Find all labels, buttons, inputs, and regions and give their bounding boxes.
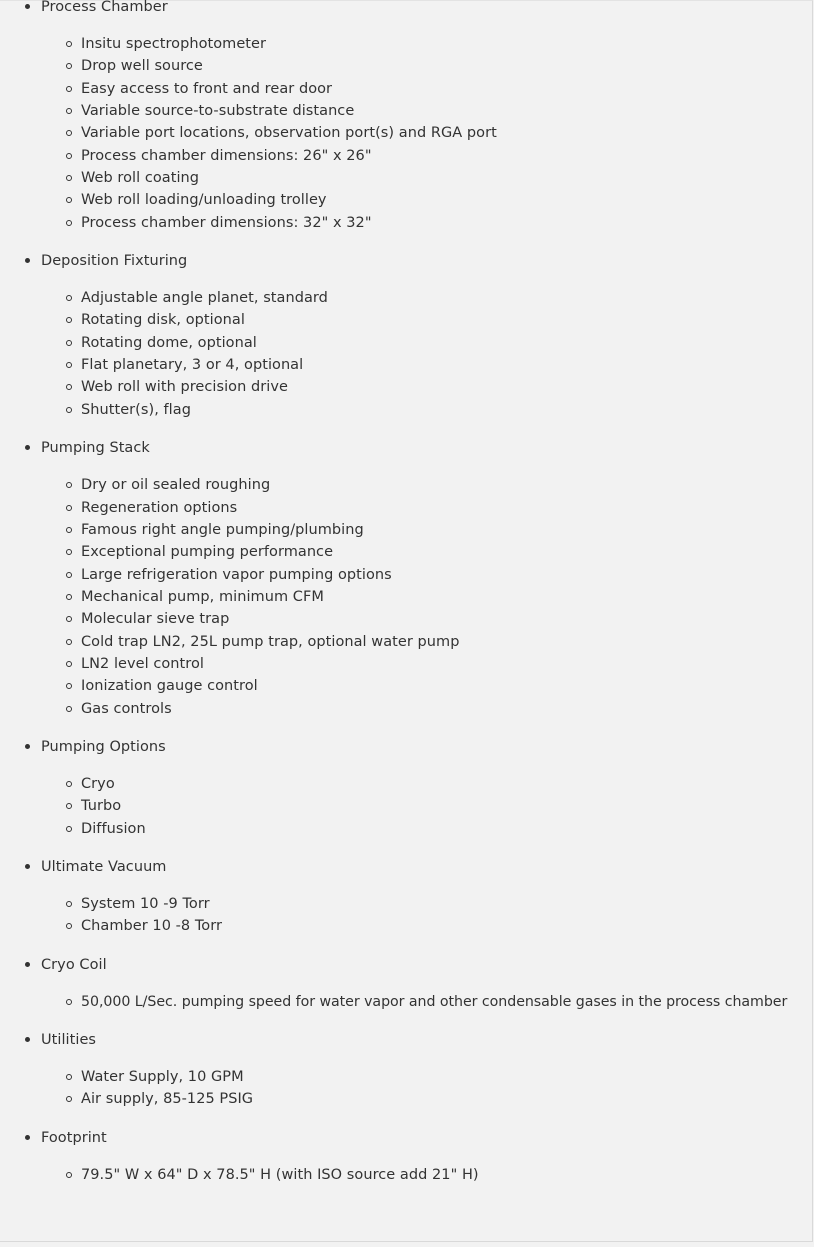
disc-bullet-icon — [25, 4, 30, 9]
circle-bullet-icon — [66, 340, 72, 346]
list-item-text: Variable port locations, observation port(s) and RGA port — [81, 125, 497, 142]
list-item-text: Famous right angle pumping/plumbing — [81, 521, 364, 538]
circle-bullet-icon — [66, 295, 72, 301]
circle-bullet-icon — [66, 549, 72, 555]
list-item — [41, 376, 812, 398]
list-item-text: System 10 -9 Torr — [81, 895, 210, 912]
list-item — [41, 78, 812, 100]
list-item-text: Rotating dome, optional — [81, 334, 257, 351]
circle-bullet-icon — [66, 130, 72, 136]
disc-bullet-icon — [25, 1037, 30, 1042]
circle-bullet-icon — [66, 639, 72, 645]
list-item-text: Air supply, 85-125 PSIG — [81, 1091, 254, 1108]
disc-bullet-icon — [25, 744, 30, 749]
list-item-text: Web roll coating — [81, 170, 200, 187]
circle-bullet-icon — [66, 505, 72, 511]
list-item — [41, 1088, 812, 1110]
circle-bullet-icon — [66, 63, 72, 69]
list-item — [41, 1066, 812, 1088]
list-item — [41, 287, 812, 309]
circle-bullet-icon — [66, 362, 72, 368]
list-item — [41, 354, 812, 376]
list-item-text: 50,000 L/Sec. pumping speed for water vapor and other condensable gases in the process chamber — [81, 993, 788, 1010]
section-cryo-coil — [0, 955, 812, 1030]
list-item-text: Gas controls — [81, 700, 172, 717]
section-pumping-options — [0, 737, 812, 857]
list-item — [41, 675, 812, 697]
list-item — [41, 519, 812, 541]
circle-bullet-icon — [66, 220, 72, 226]
disc-bullet-icon — [25, 962, 30, 967]
circle-bullet-icon — [66, 482, 72, 488]
list-item — [41, 991, 812, 1013]
circle-bullet-icon — [66, 572, 72, 578]
list-item-text: Process chamber dimensions: 26" x 26" — [81, 147, 372, 164]
section-utilities — [0, 1030, 812, 1128]
section-title: Ultimate Vacuum — [41, 858, 167, 875]
list-item — [41, 100, 812, 122]
circle-bullet-icon — [66, 153, 72, 159]
list-item — [41, 212, 812, 234]
section-title: Footprint — [41, 1129, 107, 1146]
list-item — [41, 33, 812, 55]
list-item — [41, 167, 812, 189]
list-item — [41, 55, 812, 77]
list-item-text: Cryo — [81, 775, 115, 792]
circle-bullet-icon — [66, 826, 72, 832]
circle-bullet-icon — [66, 86, 72, 92]
list-item — [41, 122, 812, 144]
list-item — [41, 399, 812, 421]
section-title: Process Chamber — [41, 0, 168, 15]
list-item-text: Easy access to front and rear door — [81, 80, 333, 97]
circle-bullet-icon — [66, 616, 72, 622]
list-item-text: Cold trap LN2, 25L pump trap, optional water pump — [81, 633, 460, 650]
sub-list — [41, 975, 812, 1030]
list-item-text: LN2 level control — [81, 655, 204, 672]
list-item-text: Chamber 10 -8 Torr — [81, 918, 222, 935]
circle-bullet-icon — [66, 803, 72, 809]
list-item — [41, 309, 812, 331]
section-title: Deposition Fixturing — [41, 253, 188, 270]
sub-list — [41, 757, 812, 857]
circle-bullet-icon — [66, 706, 72, 712]
list-item-text: Diffusion — [81, 820, 146, 837]
disc-bullet-icon — [25, 258, 30, 263]
list-item-text: Dry or oil sealed roughing — [81, 477, 271, 494]
sub-list — [41, 1148, 812, 1186]
circle-bullet-icon — [66, 407, 72, 413]
list-item — [41, 145, 812, 167]
circle-bullet-icon — [66, 661, 72, 667]
list-item-text: Flat planetary, 3 or 4, optional — [81, 357, 304, 374]
list-item-text: Web roll loading/unloading trolley — [81, 192, 327, 209]
circle-bullet-icon — [66, 384, 72, 390]
section-footprint — [0, 1128, 812, 1186]
section-ultimate-vacuum — [0, 857, 812, 955]
circle-bullet-icon — [66, 527, 72, 533]
list-item — [41, 586, 812, 608]
list-item — [41, 564, 812, 586]
circle-bullet-icon — [66, 683, 72, 689]
list-item-text: 79.5" W x 64" D x 78.5" H (with ISO source add 21" H) — [81, 1166, 479, 1183]
list-item-text: Insitu spectrophotometer — [81, 36, 267, 52]
list-item — [41, 818, 812, 840]
circle-bullet-icon — [66, 1074, 72, 1080]
disc-bullet-icon — [25, 1135, 30, 1140]
sub-list — [41, 271, 812, 438]
circle-bullet-icon — [66, 108, 72, 114]
list-item — [41, 608, 812, 630]
list-item — [41, 698, 812, 720]
list-item-text: Large refrigeration vapor pumping options — [81, 566, 392, 583]
list-item — [41, 631, 812, 653]
circle-bullet-icon — [66, 999, 72, 1005]
list-item-text: Process chamber dimensions: 32" x 32" — [81, 214, 372, 231]
list-item — [41, 653, 812, 675]
section-title: Pumping Options — [41, 738, 166, 755]
list-item-text: Turbo — [81, 798, 122, 815]
circle-bullet-icon — [66, 1172, 72, 1178]
list-item — [41, 497, 812, 519]
list-item — [41, 1164, 812, 1186]
circle-bullet-icon — [66, 175, 72, 181]
circle-bullet-icon — [66, 197, 72, 203]
list-item — [41, 332, 812, 354]
list-item-text: Rotating disk, optional — [81, 312, 245, 329]
list-item — [41, 189, 812, 211]
list-item-text: Variable source-to-substrate distance — [81, 103, 355, 120]
section-title: Pumping Stack — [41, 440, 150, 457]
list-item-text: Shutter(s), flag — [81, 401, 191, 418]
list-item — [41, 795, 812, 817]
sub-list — [41, 458, 812, 737]
disc-bullet-icon — [25, 864, 30, 869]
sub-list — [41, 1050, 812, 1128]
list-item-text: Ionization gauge control — [81, 678, 258, 695]
circle-bullet-icon — [66, 1096, 72, 1102]
section-process-chamber — [0, 0, 812, 251]
sub-list — [41, 17, 812, 251]
list-item — [41, 474, 812, 496]
list-item — [41, 893, 812, 915]
list-item — [41, 915, 812, 937]
list-item — [41, 541, 812, 563]
list-item-text: Adjustable angle planet, standard — [81, 290, 328, 307]
list-item-text: Water Supply, 10 GPM — [81, 1069, 244, 1085]
section-title: Cryo Coil — [41, 956, 107, 973]
list-item-text: Drop well source — [81, 58, 203, 75]
list-item — [41, 773, 812, 795]
circle-bullet-icon — [66, 781, 72, 787]
circle-bullet-icon — [66, 923, 72, 929]
circle-bullet-icon — [66, 41, 72, 47]
list-item-text: Mechanical pump, minimum CFM — [81, 588, 324, 605]
list-item-text: Molecular sieve trap — [81, 611, 230, 628]
circle-bullet-icon — [66, 594, 72, 600]
sub-list — [41, 877, 812, 955]
disc-bullet-icon — [25, 445, 30, 450]
circle-bullet-icon — [66, 317, 72, 323]
circle-bullet-icon — [66, 901, 72, 907]
list-item-text: Regeneration options — [81, 499, 238, 516]
list-item-text: Exceptional pumping performance — [81, 544, 334, 561]
section-pumping-stack — [0, 438, 812, 737]
section-deposition-fixturing — [0, 251, 812, 438]
section-title: Utilities — [41, 1032, 97, 1048]
list-item-text: Web roll with precision drive — [81, 379, 288, 396]
